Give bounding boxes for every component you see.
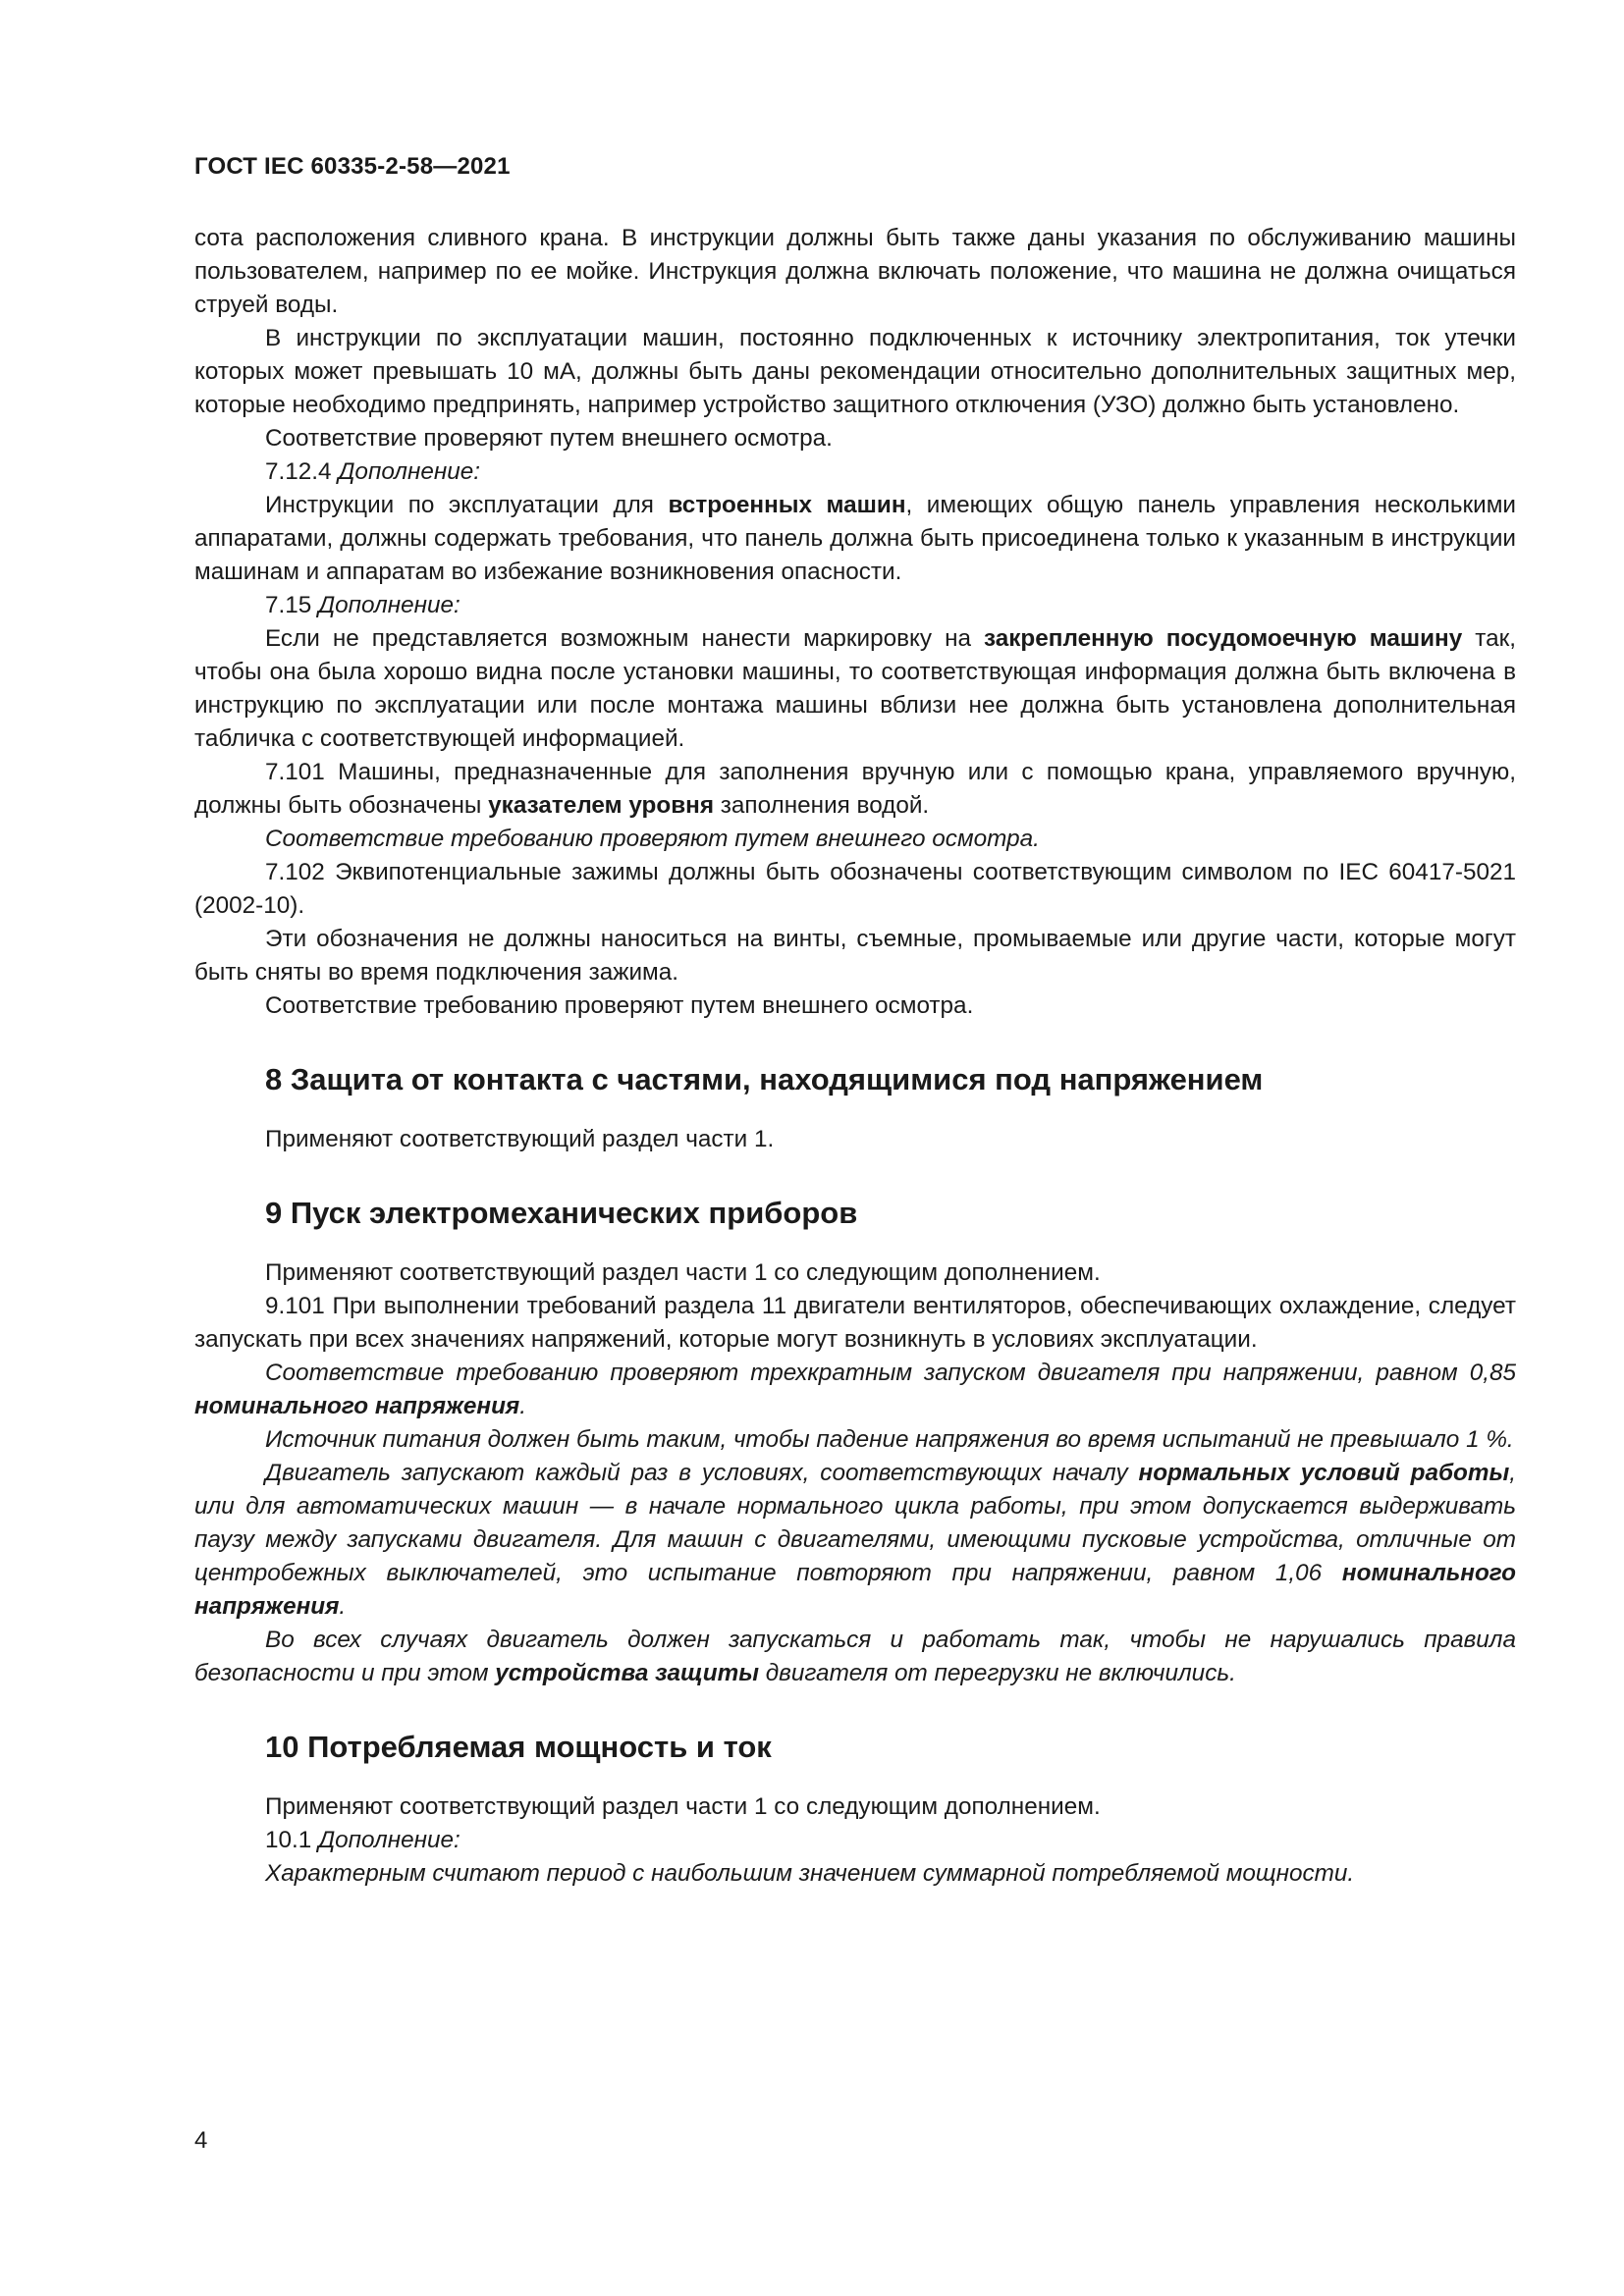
paragraph: 7.102 Эквипотенциальные зажимы должны быть обозначены соответствующим символом по IEC 60417-5021 (2002-10). <box>194 859 1516 919</box>
compliance-note <box>194 1357 1516 1423</box>
section-8-title: 8 Защита от контакта с частями, находящимися под напряжением <box>265 1062 1264 1096</box>
paragraph <box>194 756 1516 823</box>
text-run: Соответствие требованию проверяют трехкратным запуском двигателя при напряжении, равном 0,85 <box>265 1360 1516 1386</box>
text-run: Во всех случаях двигатель должен запускаться и работать так, чтобы не нарушались правила безопасности и при этом <box>194 1627 1516 1686</box>
term: указателем уровня <box>488 792 715 819</box>
paragraph <box>194 489 1516 589</box>
paragraph: 9.101 При выполнении требований раздела 11 двигатели вентиляторов, обеспечивающих охлаждение, следует запускать при всех значениях напряжений, которые могут возникнуть в условиях эксплуатации. <box>194 1293 1516 1353</box>
page-body <box>194 222 1516 1891</box>
section-10-title: 10 Потребляемая мощность и ток <box>265 1730 772 1764</box>
term: закрепленную посудомоечную машину <box>984 625 1463 652</box>
text-run: . <box>339 1593 347 1620</box>
compliance-note: Источник питания должен быть таким, чтобы падение напряжения во время испытаний не превышало 1 %. <box>265 1426 1514 1453</box>
text-run: , имеющих общую панель управления несколькими аппаратами, должны содержать требования, что панель должна быть присоединена только к указанным в инструкции машинам и аппаратам во избежание возникновения опасности. <box>194 492 1516 585</box>
clause-7-12-4 <box>194 455 1516 489</box>
clause-number: 10.1 <box>265 1827 312 1853</box>
paragraph: Применяют соответствующий раздел части 1 со следующим дополнением. <box>265 1259 1101 1286</box>
paragraph: Эти обозначения не должны наноситься на винты, съемные, промываемые или другие части, которые могут быть сняты во время подключения зажима. <box>194 926 1516 986</box>
term: встроенных машин <box>668 492 906 518</box>
paragraph: Соответствие требованию проверяют путем внешнего осмотра. <box>265 992 974 1019</box>
term: нормальных условий работы <box>1138 1460 1510 1486</box>
compliance-note: Характерным считают период с наибольшим значением суммарной потребляемой мощности. <box>265 1860 1355 1887</box>
page-number: 4 <box>194 2127 208 2154</box>
text-run: Если не представляется возможным нанести маркировку на <box>265 625 984 652</box>
clause-label: Дополнение: <box>318 1827 460 1853</box>
section-9-title: 9 Пуск электромеханических приборов <box>265 1196 858 1230</box>
text-run: , или для автоматических машин — в начале нормального цикла работы, при этом допускается выдерживать паузу между запусками двигателя. Для машин с двигателями, имеющими пусковые устройства, отличные от центробежных выключателей, это испытание повторяют при напряжении, равном 1,06 <box>194 1460 1516 1586</box>
paragraph: Соответствие проверяют путем внешнего осмотра. <box>265 425 833 452</box>
text-run: Инструкции по эксплуатации для <box>265 492 669 518</box>
text-run: заполнения водой. <box>714 792 930 819</box>
clause-7-15 <box>194 589 1516 622</box>
clause-10-1 <box>194 1824 1516 1857</box>
clause-label: Дополнение: <box>318 592 460 618</box>
document-header: ГОСТ IEC 60335-2-58—2021 <box>194 153 511 180</box>
term: номинального напряжения <box>194 1560 1516 1620</box>
paragraph <box>194 622 1516 756</box>
clause-label: Дополнение: <box>338 458 481 485</box>
compliance-note <box>194 1457 1516 1624</box>
paragraph: Применяют соответствующий раздел части 1 со следующим дополнением. <box>265 1793 1101 1820</box>
text-run: Двигатель запускают каждый раз в условиях, соответствующих началу <box>265 1460 1139 1486</box>
paragraph: В инструкции по эксплуатации машин, постоянно подключенных к источнику электропитания, ток утечки которых может превышать 10 мА, должны быть даны рекомендации относительно дополнительных защитных мер, которые необходимо предпринять, например устройство защитного отключения (УЗО) должно быть установлено. <box>194 325 1516 418</box>
compliance-note: Соответствие требованию проверяют путем внешнего осмотра. <box>265 826 1040 852</box>
compliance-note <box>194 1624 1516 1690</box>
clause-number: 7.12.4 <box>265 458 332 485</box>
paragraph: Применяют соответствующий раздел части 1. <box>265 1126 775 1152</box>
text-run: двигателя от перегрузки не включились. <box>758 1660 1236 1686</box>
term: номинального напряжения <box>194 1393 520 1419</box>
text-run: 7.101 Машины, предназначенные для заполнения вручную или с помощью крана, управляемого вручную, должны быть обозначены <box>194 759 1516 819</box>
clause-number: 7.15 <box>265 592 312 618</box>
text-run: так, чтобы она была хорошо видна после установки машины, то соответствующая информация должна быть включена в инструкцию по эксплуатации или после монтажа машины вблизи нее должна быть установлена дополнительная табличка с соответствующей информацией. <box>194 625 1516 752</box>
text-run: . <box>519 1393 527 1419</box>
paragraph: сота расположения сливного крана. В инструкции должны быть также даны указания по обслуживанию машины пользователем, например по ее мойке. Инструкция должна включать положение, что машина не должна очищаться струей воды. <box>194 225 1516 318</box>
term: устройства защиты <box>495 1660 759 1686</box>
